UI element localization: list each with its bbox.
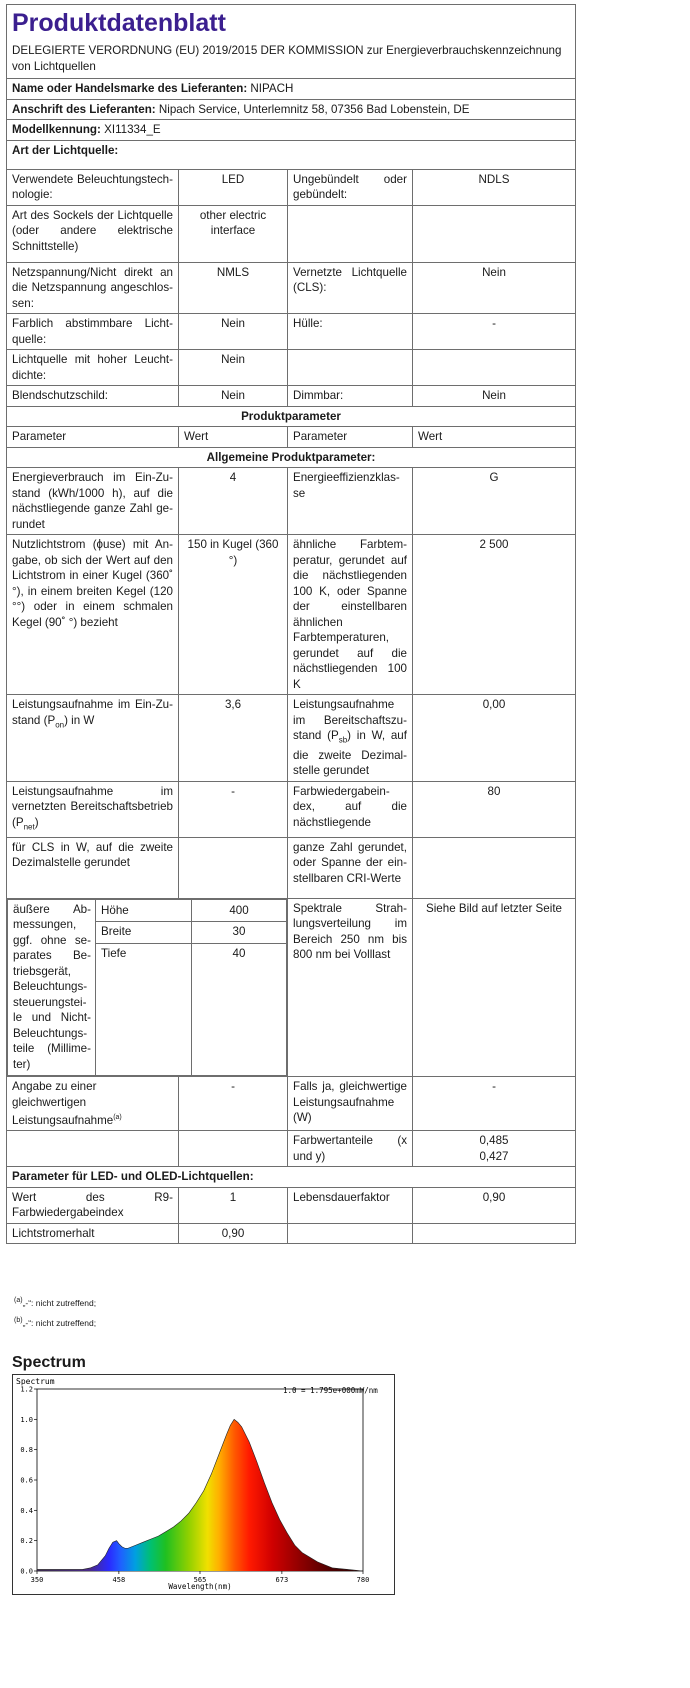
pon-label: [7, 695, 179, 782]
pon-label-unit: ) in W: [64, 713, 95, 727]
x-tick-label: 780: [356, 1576, 370, 1584]
dimension-name: Höhe: [96, 899, 192, 922]
footnote-b: [14, 1312, 96, 1332]
type-row-label: [288, 350, 413, 386]
x-tick-label: 673: [275, 1576, 289, 1584]
type-row-value: NMLS: [179, 262, 288, 314]
spectrum-chart-title: Spectrum: [16, 1377, 55, 1386]
lumen-maint-value: 0,90: [179, 1223, 288, 1244]
pnet-sub: net: [23, 822, 35, 832]
type-row-value: LED: [179, 169, 288, 205]
type-row-label: Netzspannung/Nicht direkt an die Netzspannung angeschlossen:: [7, 262, 179, 314]
type-row-label: Lichtquelle mit hoher Leuchtdichte:: [7, 350, 179, 386]
spectrum-heading: Spectrum: [12, 1354, 86, 1371]
survival-label: Lebensdauerfaktor: [288, 1187, 413, 1223]
type-row: [7, 314, 576, 350]
type-row-value: Nein: [413, 386, 576, 407]
spectrum-chart: [12, 1374, 395, 1595]
footnote-b-mark: (b): [14, 1316, 23, 1324]
cri-label: Farbwiedergabeindex, auf die nächstliegende: [288, 781, 413, 837]
y-tick-label: 0.4: [20, 1506, 33, 1515]
pnet-continued: für CLS in W, auf die zweite Dezimalstelle gerundet: [7, 837, 179, 898]
type-row: [7, 350, 576, 386]
energy-consumption-value: 4: [179, 468, 288, 535]
type-row-value: Nein: [179, 314, 288, 350]
energy-class-label: Energieeffizienzklasse: [288, 468, 413, 535]
pon-label-text: Leistungsaufnahme im Ein-Zustand (P: [12, 698, 173, 727]
type-row-label: Blendschutzschild:: [7, 386, 179, 407]
type-row: [7, 386, 576, 407]
x-tick-label: 458: [112, 1576, 126, 1584]
type-row-value: Nein: [179, 350, 288, 386]
footnote-a-mark: (a): [14, 1297, 23, 1304]
type-row: [7, 262, 576, 314]
pnet-label-text: Leistungsaufnahme im vernetzten Bereitschaftsbetrieb (P: [12, 784, 173, 829]
supplier-address-label: Anschrift des Lieferanten:: [12, 102, 156, 116]
dimensions-label: äußere Abmessungen, ggf. ohne separates Betriebsgerät, Beleuchtungssteuerungsteile und Nicht-Beleuchtungsteile (Millimeter): [8, 899, 96, 1076]
datasheet-table: [6, 4, 576, 1244]
equiv-label: [7, 1077, 179, 1131]
regulation-text: DELEGIERTE VERORDNUNG (EU) 2019/2015 DER KOMMISSION zur Energieverbrauchskennzeichnung von Lichtquellen: [12, 44, 562, 73]
chromaticity-label: Farbwertanteile (x und y): [288, 1131, 413, 1167]
equiv-footnote-mark: (a): [113, 1114, 122, 1122]
r9-value: 1: [179, 1187, 288, 1223]
spd-value: Siehe Bild auf letzter Seite: [413, 898, 576, 1077]
spd-label: Spektrale Strahlungsverteilung im Bereich 250 nm bis 800 nm bei Volllast: [288, 898, 413, 1077]
type-row-label: Verwendete Beleuchtungstechnologie:: [7, 169, 179, 205]
type-row-value: [413, 205, 576, 262]
dimension-value: 40: [192, 944, 287, 1076]
supplier-address: Nipach Service, Unterlemnitz 58, 07356 Bad Lobenstein, DE: [158, 102, 470, 116]
supplier-name-row: [7, 79, 576, 100]
spectrum-x-axis-label: Wavelength(nm): [168, 1582, 232, 1591]
pon-sub: on: [55, 719, 65, 729]
dimension-name: Tiefe: [96, 944, 192, 1076]
cct-label: ähnliche Farbtemperatur, gerundet auf die nächstliegenden 100 K, oder Spanne der einstellbaren ähnlichen Farbtemperaturen, gerundet auf die nächstliegenden 100 K: [288, 535, 413, 695]
product-params-heading: Produktparameter: [7, 406, 576, 427]
type-row-value: Nein: [179, 386, 288, 407]
chromaticity-y: 0,427: [479, 1149, 509, 1163]
ifyes-label: Falls ja, gleichwertige Leistungsaufnahme (W): [288, 1077, 413, 1131]
y-tick-label: 1.0: [20, 1415, 33, 1424]
type-row-value: NDLS: [413, 169, 576, 205]
supplier-name-label: Name oder Handelsmarke des Lieferanten:: [12, 82, 248, 95]
psb-label-unit: ) in W, auf die zweite Dezimalstelle gerundet: [293, 729, 407, 778]
pnet-label: [7, 781, 179, 837]
type-row-label: Vernetzte Lichtquelle (CLS):: [288, 262, 413, 314]
x-tick-label: 350: [30, 1576, 44, 1584]
general-params-heading: Allgemeine Produktparameter:: [7, 447, 576, 468]
psb-value: 0,00: [413, 695, 576, 782]
page-title: Produktdatenblatt: [12, 9, 226, 37]
r9-label: Wert des R9-Farbwiedergabeindex: [7, 1187, 179, 1223]
column-header-value: Wert: [413, 427, 576, 448]
model-row: [7, 120, 576, 141]
footnote-b-text: „-“: nicht zutreffend;: [22, 1317, 97, 1328]
type-row-label: Dimmbar:: [288, 386, 413, 407]
footnote-a-text: „-“: nicht zutreffend;: [22, 1297, 97, 1308]
flux-value: 150 in Kugel (360 °): [179, 535, 288, 695]
type-row-value: other electric interface: [179, 205, 288, 262]
chromaticity-values: [413, 1131, 576, 1167]
ifyes-value: -: [413, 1077, 576, 1131]
spectrum-scale-note: 1.0 = 1.795e+000mW/nm: [283, 1386, 378, 1395]
y-tick-label: 0.6: [20, 1476, 33, 1485]
y-tick-label: 1.2: [20, 1385, 33, 1394]
dimension-value: 400: [192, 899, 287, 922]
light-source-type-label: Art der Lichtquelle:: [7, 140, 576, 169]
type-row-value: Nein: [413, 262, 576, 314]
dimension-name: Breite: [96, 922, 192, 944]
y-tick-label: 0.0: [20, 1567, 33, 1576]
pnet-label-close: ): [34, 815, 39, 829]
type-row: [7, 205, 576, 262]
psb-label: [288, 695, 413, 782]
type-row-value: [413, 350, 576, 386]
y-tick-label: 0.2: [20, 1537, 33, 1546]
supplier-address-row: [7, 99, 576, 120]
column-header-value: Wert: [179, 427, 288, 448]
equiv-value: -: [179, 1077, 288, 1131]
flux-label: Nutzlichtstrom (ϕuse) mit Angabe, ob sich der Wert auf den Lichtstrom in einer Kugel (360˚ °), in einem breiten Kegel (120 °°) oder in einem schmalen Kegel (90˚ °) bezieht: [7, 535, 179, 695]
supplier-name: NIPACH: [250, 82, 294, 95]
spectrum-svg: [13, 1375, 394, 1594]
dimensions-cell: [7, 898, 288, 1077]
psb-label-text: Leistungsaufnahme im Bereitschaftszustand (P: [293, 698, 407, 742]
equiv-label-text: Angabe zu einer gleichwertigen Leistungsaufnahme: [12, 1080, 114, 1127]
survival-value: 0,90: [413, 1187, 576, 1223]
type-row-label: [288, 205, 413, 262]
type-row-label: Art des Sockels der Lichtquelle (oder andere elektrische Schnittstelle): [7, 205, 179, 262]
footnote-a: [14, 1292, 96, 1312]
type-row: [7, 169, 576, 205]
led-params-heading: Parameter für LED- und OLED-Lichtquellen:: [7, 1167, 576, 1188]
type-row-label: Farblich abstimmbare Lichtquelle:: [7, 314, 179, 350]
type-row-value: -: [413, 314, 576, 350]
lumen-maint-label: Lichtstromerhalt: [7, 1223, 179, 1244]
model-id: XI11334_E: [104, 123, 161, 136]
spectrum-area: [37, 1389, 363, 1571]
dimension-value: 30: [192, 922, 287, 944]
x-tick-label: 565: [193, 1576, 207, 1584]
chromaticity-x: 0,485: [479, 1134, 509, 1148]
type-row-label: Ungebündelt oder gebündelt:: [288, 169, 413, 205]
pon-value: 3,6: [179, 695, 288, 782]
cri-value: 80: [413, 781, 576, 837]
cri-label-continued: ganze Zahl gerundet, oder Spanne der einstellbaren CRI-Werte: [288, 837, 413, 898]
column-header-parameter: Parameter: [7, 427, 179, 448]
column-header-parameter: Parameter: [288, 427, 413, 448]
datasheet: [6, 4, 575, 1244]
model-label: Modellkennung:: [12, 123, 101, 136]
energy-consumption-label: Energieverbrauch im Ein-Zustand (kWh/1000 h), auf die nächstliegende ganze Zahl gerundet: [7, 468, 179, 535]
dimensions-table: [7, 899, 287, 1077]
type-row-label: Hülle:: [288, 314, 413, 350]
energy-class-value: G: [413, 468, 576, 535]
footnotes: [14, 1292, 96, 1332]
cct-value: 2 500: [413, 535, 576, 695]
pnet-value: -: [179, 781, 288, 837]
psb-sub: sb: [338, 735, 348, 745]
y-tick-label: 0.8: [20, 1446, 33, 1455]
